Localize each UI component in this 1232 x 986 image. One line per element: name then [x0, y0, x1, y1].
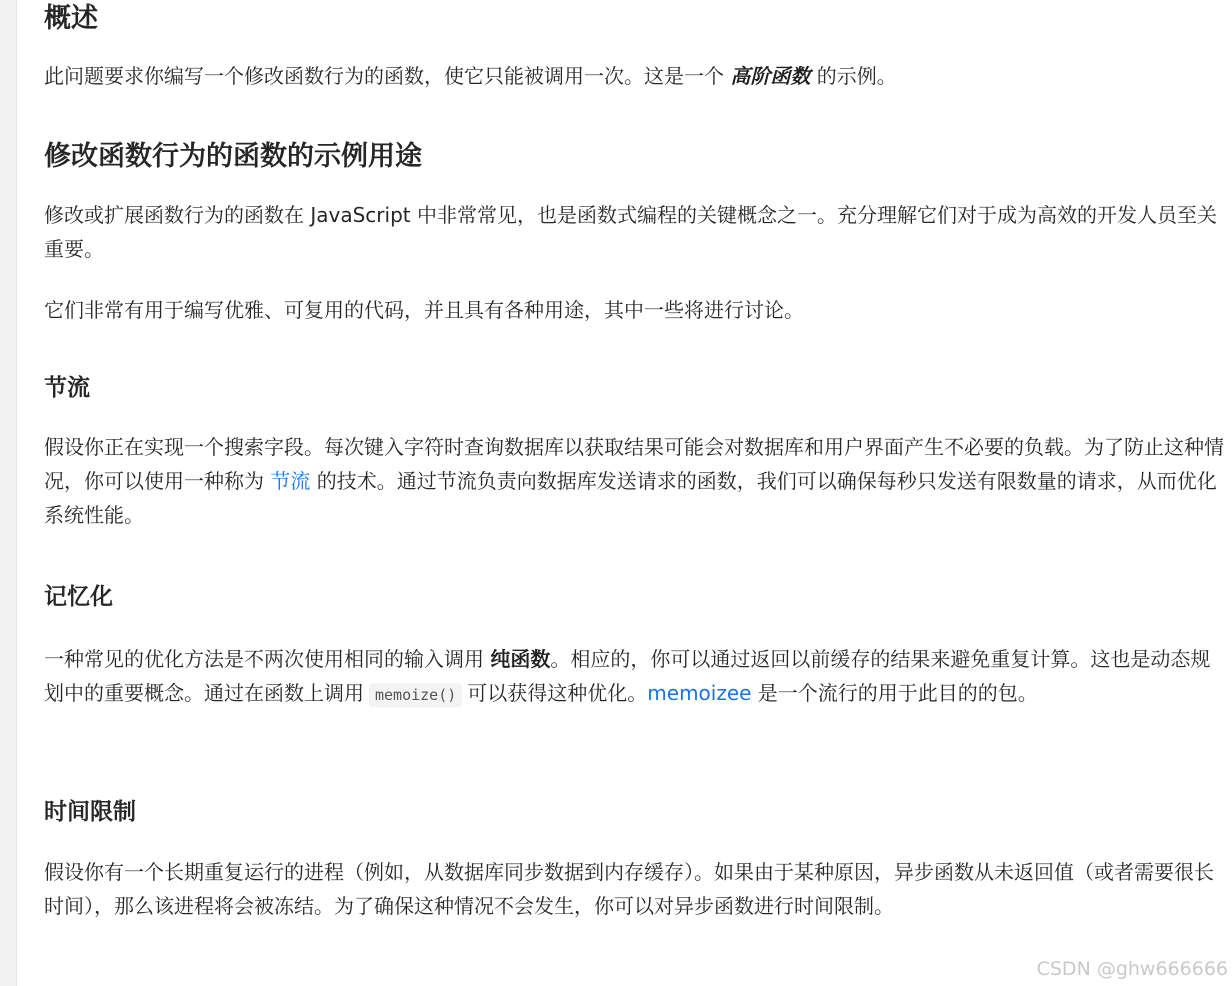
overview-text-after: 的示例。	[810, 64, 897, 88]
memo-text-before: 一种常见的优化方法是不两次使用相同的输入调用	[44, 647, 491, 671]
throttle-text-after: 的技术。通过节流负责向数据库发送请求的函数，我们可以确保每秒只发送有限数量的请求，从而优化系统性能。	[44, 469, 1217, 527]
memo-text-middle: 。相应的，你可以通过返回以前缓存的结果来避免重复计算。这也是动态规划中的重要概念。通过在函数上调用	[44, 647, 1211, 705]
paragraph-usage-2: 它们非常有用于编写优雅、可复用的代码，并且具有各种用途，其中一些将进行讨论。	[44, 298, 804, 322]
heading-overview: 概述	[44, 3, 98, 34]
memoizee-link[interactable]: memoizee	[647, 681, 752, 705]
paragraph-memoization	[44, 642, 1226, 712]
heading-time-limit: 时间限制	[44, 799, 136, 825]
heading-memoization: 记忆化	[44, 584, 113, 610]
throttle-text-before: 假设你正在实现一个搜索字段。每次键入字符时查询数据库以获取结果可能会对数据库和用户界面产生不必要的负载。为了防止这种情况，你可以使用一种称为	[44, 435, 1224, 493]
paragraph-usage-1: 修改或扩展函数行为的函数在 JavaScript 中非常常见，也是函数式编程的关键概念之一。充分理解它们对于成为高效的开发人员至关重要。	[44, 203, 1217, 261]
heading-example-uses: 修改函数行为的函数的示例用途	[44, 141, 422, 172]
left-border-rule	[0, 0, 17, 986]
paragraph-throttle	[44, 430, 1226, 532]
memo-text-middle2: 可以获得这种优化。	[467, 681, 648, 705]
memo-text-after: 是一个流行的用于此目的的包。	[751, 681, 1038, 705]
csdn-watermark: CSDN @ghw666666	[1036, 958, 1228, 980]
paragraph-overview	[44, 59, 1226, 93]
memoize-code: memoize()	[369, 683, 462, 707]
overview-text-before: 此问题要求你编写一个修改函数行为的函数，使它只能被调用一次。这是一个	[44, 64, 731, 88]
heading-throttle: 节流	[44, 375, 90, 401]
higher-order-function-emphasis: 高阶函数	[730, 64, 811, 88]
pure-function-bold: 纯函数	[490, 647, 551, 671]
throttle-link[interactable]: 节流	[270, 469, 311, 493]
paragraph-time-limit: 假设你有一个长期重复运行的进程（例如，从数据库同步数据到内存缓存）。如果由于某种原因，异步函数从未返回值（或者需要很长时间），那么该进程将会被冻结。为了确保这种情况不会发生，你可以对异步函数进行时间限制。	[44, 860, 1214, 918]
